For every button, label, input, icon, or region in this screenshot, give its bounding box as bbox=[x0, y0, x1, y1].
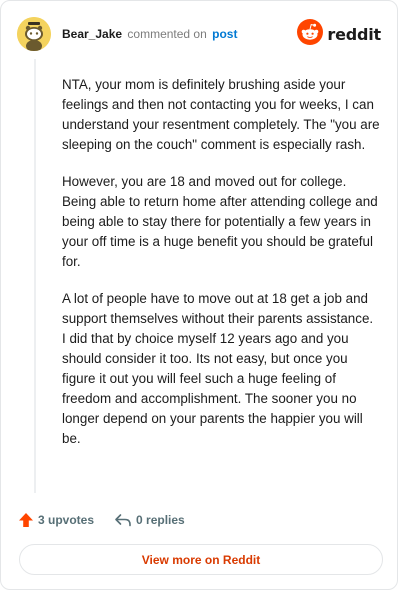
comment-body bbox=[62, 75, 380, 466]
reddit-brand[interactable] bbox=[297, 21, 381, 47]
username[interactable]: Bear_Jake bbox=[62, 27, 123, 41]
upvote-arrow-icon bbox=[18, 512, 34, 528]
snoo-avatar-icon[interactable] bbox=[17, 17, 51, 51]
comment-meta bbox=[62, 26, 237, 42]
reddit-wordmark: reddit bbox=[327, 24, 381, 44]
thread-line bbox=[34, 59, 36, 493]
view-more-button[interactable]: View more on Reddit bbox=[19, 544, 383, 575]
upvote-count: 3 upvotes bbox=[38, 513, 95, 527]
reply-count: 0 replies bbox=[136, 513, 185, 527]
comment-header bbox=[17, 17, 381, 51]
comment-paragraph: NTA, your mom is definitely brushing aside your feelings and then not contacting you for weeks, I can understand your resentment completely. The "you are sleeping on the couch" comment is especially rash. bbox=[62, 77, 380, 152]
reddit-logo-icon bbox=[297, 19, 323, 50]
post-link[interactable]: post bbox=[212, 27, 238, 41]
comment-paragraph: A lot of people have to move out at 18 get a job and support themselves without their parents assistance. I did that by choice myself 12 years ago and you should consider it too. Its not easy, but once you figure it out you will feel such a huge feeling of freedom and accomplishment. The sooner you no longer depend on your parents the happier you will be. bbox=[62, 291, 374, 446]
reply-button[interactable] bbox=[114, 512, 185, 528]
upvote-button[interactable] bbox=[18, 512, 94, 528]
comment-paragraph: However, you are 18 and moved out for college. Being able to return home after attending college and being able to stay there for potentially a few years in your off time is a huge benefit you should be grateful for. bbox=[62, 174, 378, 269]
reply-arrow-icon bbox=[114, 512, 132, 528]
comment-actions bbox=[18, 509, 185, 531]
commented-on-text: commented on bbox=[127, 27, 207, 41]
